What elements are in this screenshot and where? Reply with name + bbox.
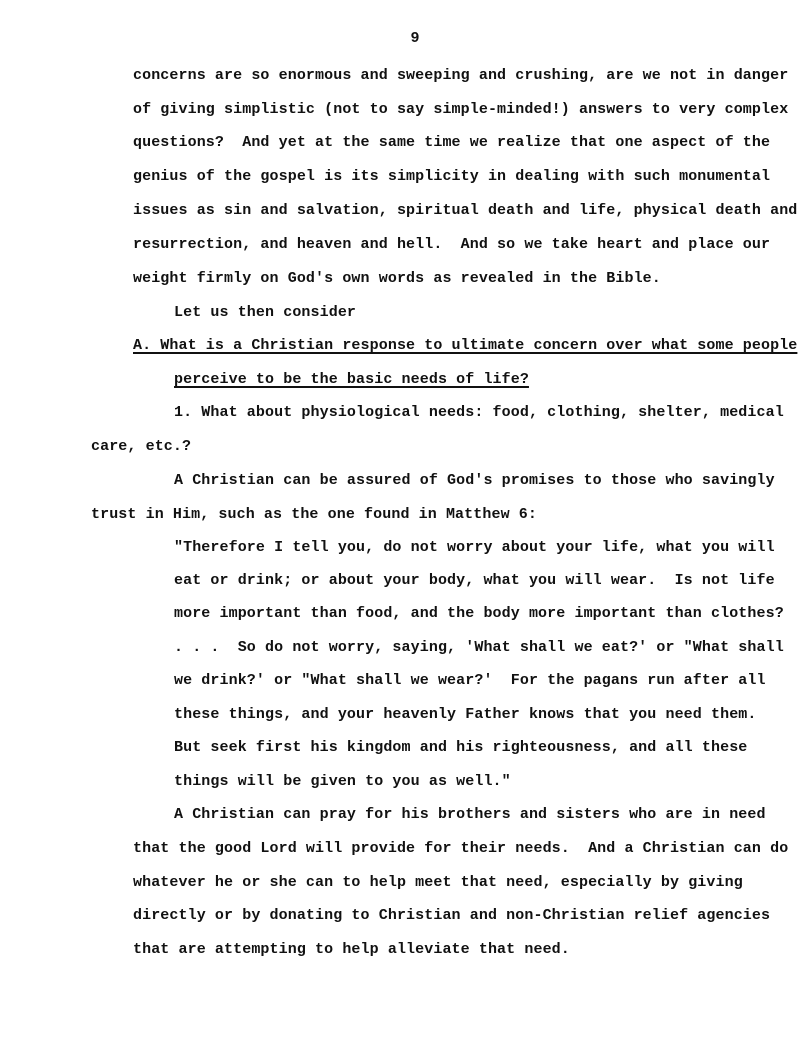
quote-line: these things, and your heavenly Father knows that you need them. [174,706,757,723]
paragraph-line: that the good Lord will provide for their needs. And a Christian can do [133,840,789,857]
section-heading: A. What is a Christian response to ultimate concern over what some people [133,337,798,354]
quote-line: things will be given to you as well." [174,773,511,790]
quote-line: "Therefore I tell you, do not worry about your life, what you will [174,539,775,556]
paragraph-line: weight firmly on God's own words as revealed in the Bible. [133,270,661,287]
paragraph-line: concerns are so enormous and sweeping and crushing, are we not in danger [133,67,789,84]
paragraph-line: 1. What about physiological needs: food, clothing, shelter, medical [174,404,784,421]
paragraph-line: A Christian can pray for his brothers and sisters who are in need [174,806,766,823]
paragraph-line: whatever he or she can to help meet that need, especially by giving [133,874,743,891]
paragraph-line: A Christian can be assured of God's promises to those who savingly [174,472,775,489]
paragraph-line: directly or by donating to Christian and non-Christian relief agencies [133,907,771,924]
paragraph-line: resurrection, and heaven and hell. And so we take heart and place our [133,236,771,253]
paragraph-line: trust in Him, such as the one found in Matthew 6: [91,506,537,523]
paragraph-line: Let us then consider [174,304,357,321]
quote-line: . . . So do not worry, saying, 'What shall we eat?' or "What shall [174,639,784,656]
paragraph-line: that are attempting to help alleviate that need. [133,941,570,958]
page-number: 9 [410,30,420,47]
quote-line: more important than food, and the body more important than clothes? [174,605,784,622]
paragraph-line: care, etc.? [91,438,192,455]
paragraph-line: of giving simplistic (not to say simple-minded!) answers to very complex [133,101,789,118]
quote-line: eat or drink; or about your body, what you will wear. Is not life [174,572,775,589]
paragraph-line: questions? And yet at the same time we realize that one aspect of the [133,134,771,151]
paragraph-line: issues as sin and salvation, spiritual death and life, physical death and [133,202,798,219]
quote-line: But seek first his kingdom and his righteousness, and all these [174,739,748,756]
paragraph-line: genius of the gospel is its simplicity in dealing with such monumental [133,168,771,185]
quote-line: we drink?' or "What shall we wear?' For the pagans run after all [174,672,766,689]
section-heading: perceive to be the basic needs of life? [174,371,529,388]
